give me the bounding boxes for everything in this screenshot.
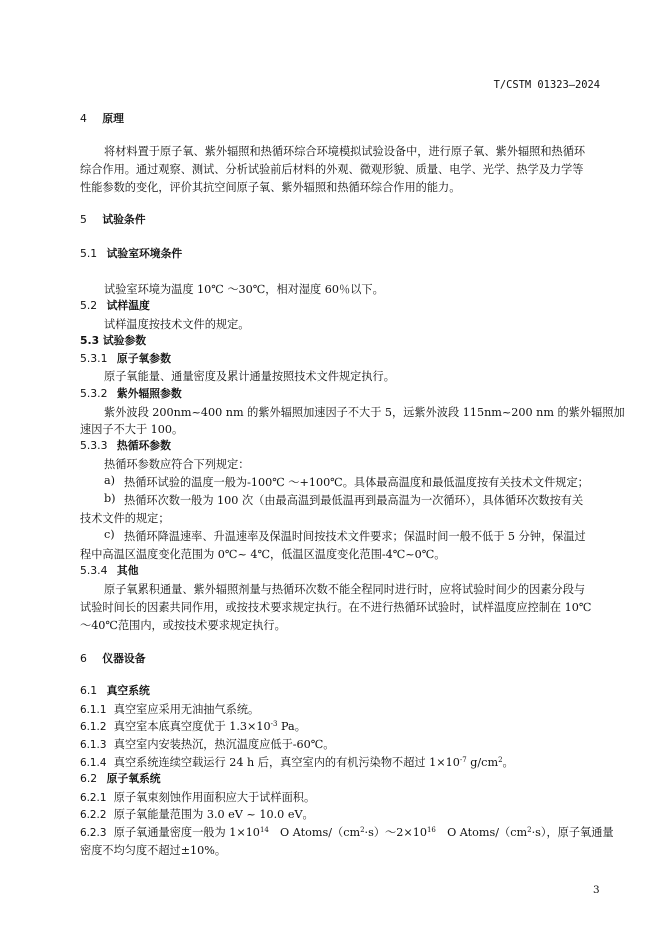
- clause-text: 真空室应采用无油抽气系统。: [113, 703, 260, 716]
- list-item-label: c): [104, 528, 115, 541]
- subsection-number: 5.3.1: [80, 352, 108, 365]
- subsection-title: 试样温度: [106, 299, 150, 312]
- clause-text: [114, 720, 306, 733]
- clause-text-part: ·s），原子氧通量: [531, 826, 614, 839]
- clause-number: 6.1.1: [80, 704, 107, 716]
- clause-text-part: O Atoms/（cm: [435, 826, 528, 839]
- subsection-title: 5.3 试验参数: [80, 334, 147, 347]
- exponent: 14: [259, 826, 269, 834]
- subsection-number: 5.3.3: [80, 439, 108, 452]
- clause-6-1-4: [80, 754, 514, 770]
- clause-text-part: 真空室本底真空度优于 1.3×10: [113, 720, 271, 733]
- exponent: 2: [527, 826, 532, 834]
- subsection-5-3-4-heading: [80, 563, 139, 578]
- clause-text-part: O Atoms/（cm: [268, 826, 361, 839]
- subsection-title: 其他: [116, 564, 139, 577]
- paragraph-line: 原子氧能量、通量密度及累计通量按照技术文件规定执行。: [104, 370, 395, 383]
- clause-text-part: 。: [502, 756, 514, 769]
- clause-number: 6.2.2: [80, 809, 107, 821]
- clause-6-2-2: [80, 806, 314, 822]
- clause-6-1-3: [80, 736, 335, 752]
- subsection-5-3-2-heading: [80, 386, 182, 401]
- section-number: 4: [80, 112, 87, 125]
- clause-number: 6.1.3: [80, 739, 107, 751]
- subsection-5-2-heading: [80, 298, 150, 313]
- clause-text: 真空室内安装热沉，热沉温度应低于-60℃。: [113, 738, 335, 751]
- subsection-6-1-heading: [80, 683, 150, 698]
- document-id: T/CSTM 01323—2024: [493, 79, 600, 91]
- section-6-heading: [80, 651, 146, 666]
- section-number: 6: [80, 652, 87, 665]
- list-item-text: 技术文件的规定；: [80, 512, 170, 525]
- section-title: 仪器设备: [102, 652, 146, 665]
- exponent: 2: [360, 826, 365, 834]
- clause-number: 6.1.4: [80, 757, 107, 769]
- paragraph-line: 紫外波段 200nm~400 nm 的紫外辐照加速因子不大于 5，远紫外波段 115nm~200 nm 的紫外辐照加: [104, 406, 625, 419]
- clause-6-2-1: [80, 789, 315, 805]
- subsection-5-3-heading: [80, 333, 146, 348]
- list-item-label: b): [104, 492, 116, 505]
- paragraph-line: 将材料置于原子氧、紫外辐照和热循环综合环境模拟试验设备中，进行原子氧、紫外辐照和热循环: [104, 145, 586, 158]
- list-item-text: 热循环降温速率、升温速率及保温时间按技术文件要求；保温时间一般不低于 5 分钟，保温过: [124, 530, 586, 543]
- subsection-number: 6.1: [80, 684, 98, 697]
- clause-number: 6.2.1: [80, 792, 107, 804]
- section-title: 试验条件: [102, 213, 146, 226]
- list-item-text: 热循环次数一般为 100 次（由最高温到最低温再到最高温为一次循环），具体循环次数按有关: [124, 494, 584, 507]
- clause-text: [114, 826, 614, 839]
- list-item-text: 热循环试验的温度一般为-100℃ ～+100℃。具体最高温度和最低温度按有关技术文件规定；: [124, 476, 589, 489]
- paragraph-line: 性能参数的变化，评价其抗空间原子氧、紫外辐照和热循环综合作用的能力。: [80, 181, 461, 194]
- clause-text: 原子氧束刻蚀作用面积应大于试样面积。: [113, 791, 316, 804]
- paragraph-line: 试验时间长的因素共同作用，或按技术要求规定执行。在不进行热循环试验时，试样温度应控制在 10℃: [80, 601, 592, 614]
- clause-text-part: 原子氧通量密度一般为 1×10: [113, 826, 260, 839]
- section-number: 5: [80, 213, 87, 226]
- exponent: 16: [426, 826, 436, 834]
- clause-text-part: Pa。: [277, 720, 306, 733]
- subsection-title: 原子氧系统: [106, 772, 161, 785]
- paragraph-line: 综合作用。通过观察、测试、分析试验前后材料的外观、微观形貌、质量、电学、光学、热学及力学等: [80, 163, 584, 176]
- clause-text-part: 真空系统连续空载运行 24 h 后，真空室内的有机污染物不超过 1×10: [113, 756, 460, 769]
- subsection-title: 真空系统: [106, 684, 150, 697]
- clause-6-1-2: [80, 718, 306, 734]
- clause-text-part: ·s）～2×10: [364, 826, 427, 839]
- paragraph-line: ～40℃范围内，或按技术要求规定执行。: [80, 619, 286, 632]
- subsection-number: 6.2: [80, 772, 98, 785]
- paragraph-line: 热循环参数应符合下列规定：: [104, 458, 250, 471]
- page-number: 3: [593, 884, 600, 896]
- list-item-label: a): [104, 474, 116, 487]
- subsection-title: 原子氧参数: [116, 352, 171, 365]
- clause-text: 原子氧能量范围为 3.0 eV ~ 10.0 eV。: [113, 808, 314, 821]
- section-4-heading: [80, 111, 124, 126]
- subsection-title: 热循环参数: [116, 439, 171, 452]
- clause-6-2-3: [80, 824, 614, 840]
- clause-text: [114, 756, 514, 769]
- paragraph-line: 原子氧累积通量、紫外辐照剂量与热循环次数不能全程同时进行时，应将试验时间少的因素分段与: [104, 583, 586, 596]
- subsection-number: 5.3.2: [80, 387, 108, 400]
- exponent: -3: [270, 720, 278, 728]
- paragraph-line: 速因子不大于 100。: [80, 423, 184, 436]
- subsection-5-1-heading: [80, 246, 182, 261]
- subsection-number: 5.3.4: [80, 564, 108, 577]
- paragraph-line: 试验室环境为温度 10℃ ～30℃，相对湿度 60％以下。: [104, 283, 384, 296]
- clause-number: 6.2.3: [80, 827, 107, 839]
- paragraph-line: 密度不均匀度不超过±10%。: [80, 844, 227, 857]
- subsection-title: 紫外辐照参数: [116, 387, 182, 400]
- subsection-5-3-3-heading: [80, 438, 171, 453]
- clause-number: 6.1.2: [80, 721, 107, 733]
- clause-text-part: g/cm: [466, 756, 499, 769]
- subsection-title: 试验室环境条件: [106, 247, 183, 260]
- exponent: 2: [498, 756, 503, 764]
- subsection-number: 5.2: [80, 299, 98, 312]
- paragraph-line: 试样温度按技术文件的规定。: [104, 318, 250, 331]
- clause-6-1-1: [80, 701, 259, 717]
- subsection-6-2-heading: [80, 771, 161, 786]
- exponent: -7: [459, 756, 467, 764]
- list-item-text: 程中高温区温度变化范围为 0℃~ 4℃，低温区温度变化范围-4℃~0℃。: [80, 548, 446, 561]
- section-title: 原理: [102, 112, 124, 125]
- subsection-5-3-1-heading: [80, 351, 171, 366]
- subsection-number: 5.1: [80, 247, 98, 260]
- section-5-heading: [80, 212, 146, 227]
